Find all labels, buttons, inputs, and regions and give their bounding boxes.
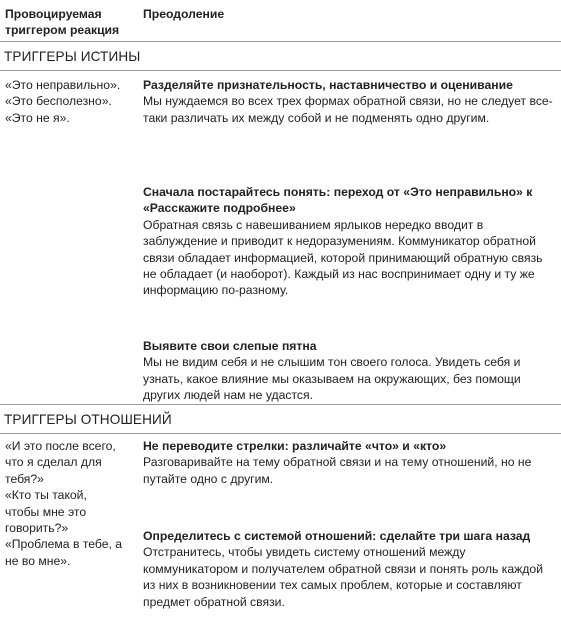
- reaction-line: «Это бесполезно».: [5, 94, 112, 109]
- strategy-text: Обратная связь с навешиванием ярлыков нередко вводит в заблуждение и приводит к недоразумениям. Коммуникатор обратной связи обладает информацией, которой принимающий обратную связь не обладает (и наоборот). Каждый из нас воспринимает одну и ту же информацию по-разному.: [143, 217, 543, 298]
- section-title-truth-triggers: ТРИГГЕРЫ ИСТИНЫ: [4, 49, 141, 64]
- reaction-line: «Кто ты такой,: [5, 488, 87, 503]
- strategy-item: [143, 528, 555, 610]
- reaction-line: говорить?»: [5, 521, 69, 536]
- strategy-text: Мы не видим себя и не слышим тон своего голоса. Увидеть себя и узнать, какое влияние мы оказываем на окружающих, без помощи других людей нам не удастся.: [143, 355, 521, 403]
- reaction-line: «Это не я».: [5, 110, 70, 125]
- strategy-item: [143, 338, 555, 404]
- reaction-line: не во мне».: [5, 553, 71, 568]
- header-overcoming-column: [143, 6, 555, 22]
- header-reaction-column: [5, 6, 138, 39]
- relationship-reactions: [5, 438, 138, 569]
- strategy-item: [143, 77, 555, 126]
- reaction-line: что я сделал для: [5, 455, 102, 470]
- strategy-item: [143, 184, 555, 299]
- section-divider: [0, 70, 561, 71]
- reaction-line: «Это неправильно».: [5, 78, 121, 92]
- strategy-title: Разделяйте признательность, наставничество и оценивание: [143, 78, 513, 92]
- header-reaction-line-1: Провоцируемая: [5, 7, 102, 21]
- strategy-title: Выявите свои слепые пятна: [143, 339, 317, 353]
- reaction-line: чтобы мне это: [5, 504, 87, 519]
- reaction-line: «Проблема в тебе, а: [5, 537, 123, 552]
- strategy-text: Разговаривайте на тему обратной связи и на тему отношений, но не путайте одно с другим.: [143, 455, 532, 486]
- reaction-line: тебя?»: [5, 471, 44, 486]
- strategy-title: Сначала постарайтесь понять: переход от «Это неправильно» к «Расскажите подробнее»: [143, 185, 533, 216]
- strategy-text: Отстранитесь, чтобы увидеть систему отношений между коммуникатором и получателем обратной связи и понять роль каждой из них в возникновении тех самых проблем, которые и составляют предмет обратной связи.: [143, 545, 543, 609]
- strategy-item: [143, 438, 555, 487]
- strategy-title: Определитесь с системой отношений: сделайте три шага назад: [143, 529, 531, 543]
- section-divider: [0, 404, 561, 405]
- header-reaction-line-2: триггером реакция: [5, 23, 120, 38]
- truth-reactions: [5, 77, 138, 126]
- reaction-line: «И это после всего,: [5, 439, 116, 453]
- section-divider: [0, 433, 561, 434]
- strategy-title: Не переводите стрелки: различайте «что» и «кто»: [143, 439, 447, 453]
- header-overcoming-label: Преодоление: [143, 7, 225, 21]
- table-header: [0, 0, 561, 42]
- strategy-text: Мы нуждаемся во всех трех формах обратной связи, но не следует все-таки различать их между собой и не подменять одно другим.: [143, 94, 553, 125]
- section-title-relationship-triggers: ТРИГГЕРЫ ОТНОШЕНИЙ: [4, 412, 172, 427]
